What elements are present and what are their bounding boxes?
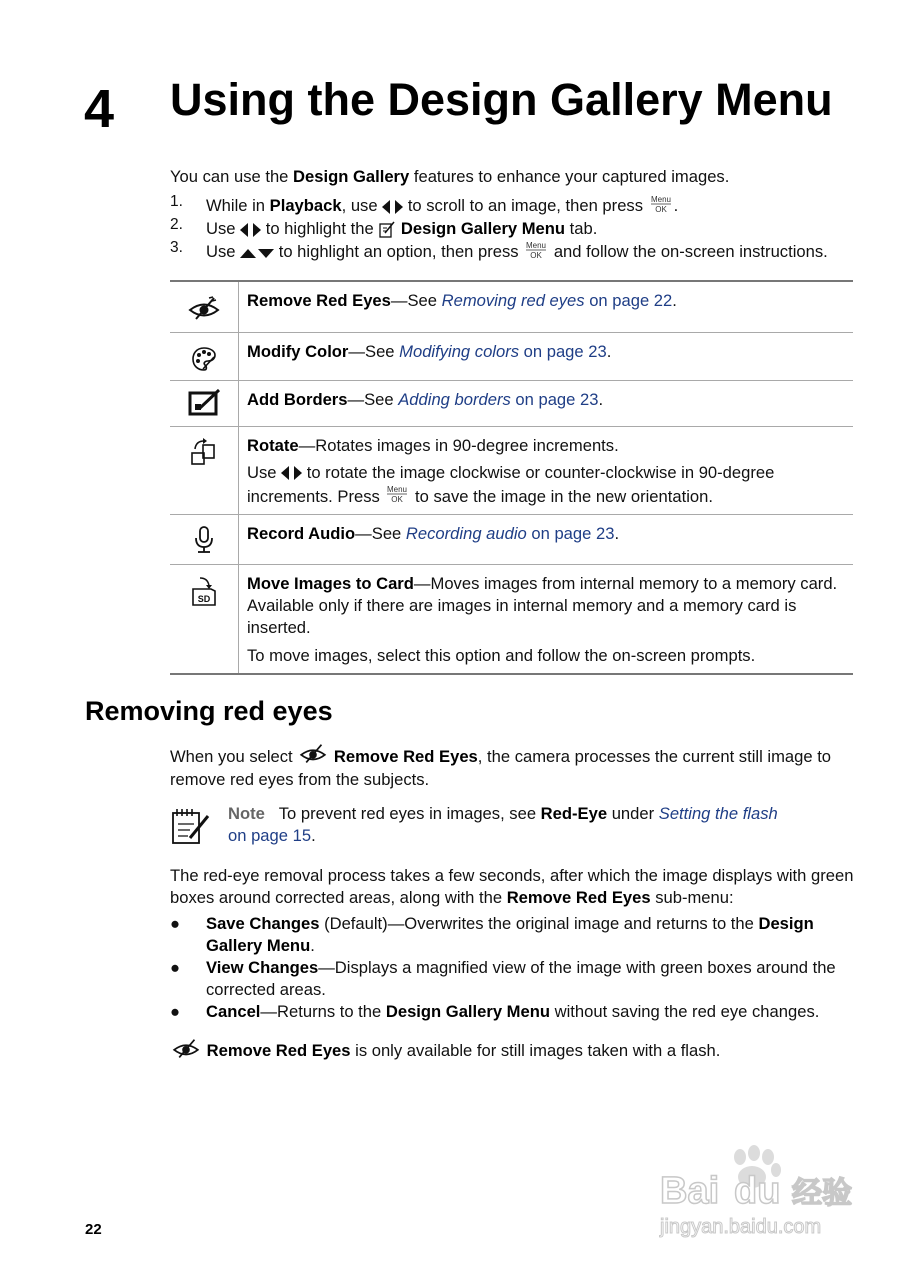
steps-list <box>170 195 870 264</box>
up-down-arrows-icon <box>240 247 274 259</box>
microphone-icon <box>192 525 216 555</box>
sd-card-icon <box>189 575 219 607</box>
option-row-rotate: Rotate—Rotates images in 90-degree increments. Use to rotate the image clockwise or counter-clockwise in 90-degree increments. Press Menu OK to save the image in the new orientation. <box>170 426 853 514</box>
option-row-remove-red-eyes: Remove Red Eyes—See Removing red eyes on page 22. <box>170 281 853 332</box>
border-icon <box>187 389 221 417</box>
svg-text:OK: OK <box>654 204 667 214</box>
intro-paragraph: You can use the Design Gallery features to enhance your captured images. <box>170 167 730 186</box>
svg-text:OK: OK <box>391 495 404 505</box>
svg-text:Menu: Menu <box>387 485 408 495</box>
note-pad-icon <box>170 805 212 847</box>
step-1: 1. While in Playback, use to scroll to an image, then press Menu OK . <box>170 193 679 215</box>
page-number: 22 <box>85 1221 102 1238</box>
list-item: ● Save Changes (Default)—Overwrites the original image and returns to the Design Gallery Menu. <box>170 914 814 955</box>
link-adding-borders[interactable]: Adding borders <box>398 389 511 409</box>
step-2: 2. Use to highlight the Design Gallery Menu tab. <box>170 216 598 238</box>
svg-text:du: du <box>734 1170 781 1212</box>
svg-text:经验: 经验 <box>792 1176 852 1211</box>
link-recording-audio[interactable]: Recording audio <box>405 523 527 543</box>
left-right-arrows-icon <box>281 466 302 480</box>
design-gallery-options-table <box>170 280 853 675</box>
rotate-icon <box>188 437 220 467</box>
option-row-record-audio: Record Audio—See Recording audio on page 23. <box>170 514 853 564</box>
svg-text:Bai: Bai <box>660 1170 720 1212</box>
svg-text:Menu: Menu <box>526 240 547 250</box>
option-row-move-images-to-card: SD Move Images to Card—Moves images from internal memory to a memory card. Available only if there are images in internal memory and a memory card is inserted. To move images, select this option and follow the on-screen prompts. <box>170 564 853 674</box>
link-setting-the-flash[interactable]: Setting the flash <box>658 804 778 823</box>
left-right-arrows-icon <box>382 200 403 214</box>
link-modifying-colors[interactable]: Modifying colors <box>399 341 520 361</box>
chapter-title: Using the Design Gallery Menu <box>170 74 833 125</box>
note-text: Note To prevent red eyes in images, see Red-Eye under Setting the flash on page 15. <box>228 804 778 845</box>
svg-text:SD: SD <box>197 593 211 604</box>
section-heading: Removing red eyes <box>85 696 333 726</box>
submenu-bullet-list <box>170 913 860 1023</box>
red-eye-icon <box>187 296 221 322</box>
section-paragraph-1: When you select Remove Red Eyes, the camera processes the current still image to remove red eyes from the subjects. <box>170 746 860 791</box>
chapter-number: 4 <box>84 79 115 139</box>
option-row-modify-color: Modify Color—See Modifying colors on page 23. <box>170 332 853 380</box>
left-right-arrows-icon <box>240 223 261 237</box>
red-eye-icon <box>297 743 329 765</box>
final-note: Remove Red Eyes is only available for still images taken with a flash. <box>170 1040 720 1063</box>
baidu-watermark <box>652 1145 882 1245</box>
red-eye-icon <box>170 1038 202 1060</box>
section-paragraph-2: The red-eye removal process takes a few seconds, after which the image displays with green boxes around corrected areas, along with the Remove Red Eyes sub-menu: <box>170 866 854 907</box>
palette-icon <box>190 345 218 373</box>
option-row-add-borders: Add Borders—See Adding borders on page 23. <box>170 380 853 426</box>
svg-text:jingyan.baidu.com: jingyan.baidu.com <box>660 1216 822 1238</box>
list-item: ● Cancel—Returns to the Design Gallery Menu without saving the red eye changes. <box>170 1002 820 1021</box>
step-3: 3. Use to highlight an option, then press Menu OK and follow the on-screen instructions. <box>170 239 828 261</box>
menu-ok-button-icon <box>523 240 549 260</box>
list-item: ● View Changes—Displays a magnified view of the image with green boxes around the corrected areas. <box>170 958 836 999</box>
menu-ok-button-icon <box>648 194 674 214</box>
svg-text:OK: OK <box>530 250 542 260</box>
design-gallery-icon <box>378 221 396 239</box>
link-removing-red-eyes[interactable]: Removing red eyes <box>441 291 585 310</box>
svg-text:Menu: Menu <box>650 194 671 204</box>
menu-ok-button-icon <box>384 484 410 504</box>
